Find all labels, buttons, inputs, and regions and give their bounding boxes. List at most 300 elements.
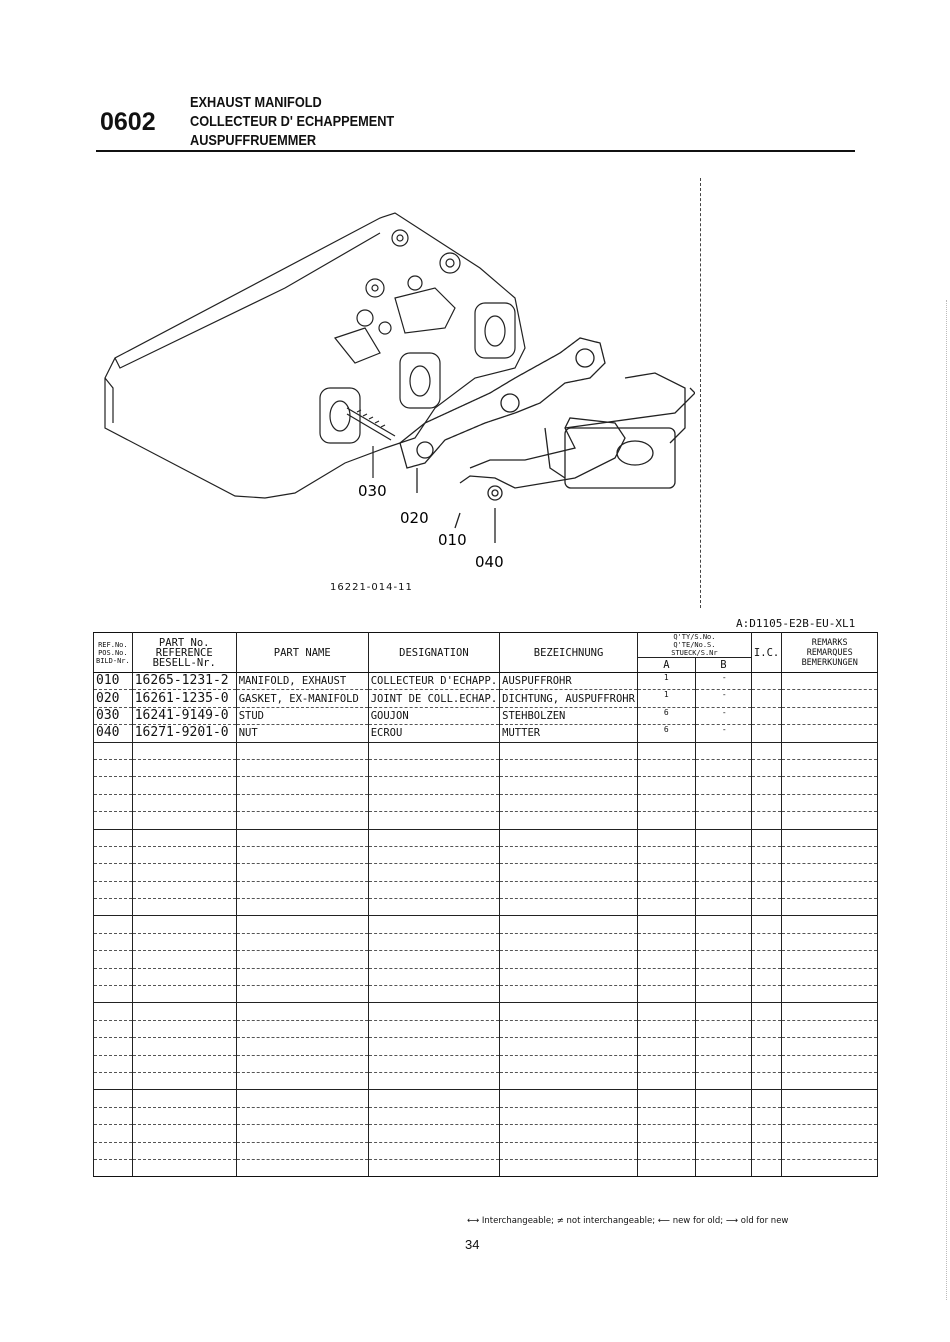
empty-cell	[368, 951, 499, 968]
empty-cell	[132, 881, 236, 898]
empty-cell	[695, 742, 751, 759]
empty-cell	[94, 1038, 133, 1055]
empty-table-row	[94, 1072, 878, 1089]
empty-cell	[751, 1020, 781, 1037]
empty-cell	[94, 1090, 133, 1107]
empty-cell	[368, 1125, 499, 1142]
cell-part-name: GASKET, EX-MANIFOLD	[236, 690, 368, 707]
empty-cell	[782, 881, 878, 898]
header-ref-line: POS.No.	[98, 648, 128, 657]
empty-cell	[94, 846, 133, 863]
empty-cell	[637, 1107, 695, 1124]
empty-cell	[132, 916, 236, 933]
empty-table-row	[94, 1038, 878, 1055]
stud-drawing	[347, 408, 395, 478]
parts-table-body	[94, 673, 878, 1177]
empty-cell	[782, 1003, 878, 1020]
empty-cell	[782, 1055, 878, 1072]
empty-table-row	[94, 794, 878, 811]
header-designation: DESIGNATION	[368, 633, 499, 673]
empty-cell	[94, 1142, 133, 1159]
empty-cell	[695, 794, 751, 811]
empty-cell	[751, 742, 781, 759]
empty-cell	[637, 812, 695, 829]
empty-cell	[94, 864, 133, 881]
empty-cell	[500, 1090, 638, 1107]
empty-cell	[236, 968, 368, 985]
empty-cell	[782, 951, 878, 968]
empty-cell	[94, 933, 133, 950]
empty-cell	[236, 1090, 368, 1107]
empty-cell	[368, 1107, 499, 1124]
empty-cell	[500, 951, 638, 968]
empty-cell	[751, 1107, 781, 1124]
empty-cell	[751, 968, 781, 985]
empty-cell	[368, 829, 499, 846]
empty-cell	[500, 986, 638, 1003]
legend: ⟷ Interchangeable; ≠ not interchangeable; ⟵ new for old; ⟶ old for new	[467, 1216, 789, 1226]
callout-020: 020	[400, 509, 429, 527]
empty-cell	[132, 1072, 236, 1089]
empty-cell	[368, 933, 499, 950]
empty-cell	[782, 1090, 878, 1107]
header-qty-line: Q'TE/No.S.	[673, 641, 716, 649]
empty-cell	[236, 846, 368, 863]
empty-cell	[695, 1055, 751, 1072]
empty-cell	[236, 916, 368, 933]
empty-cell	[236, 1020, 368, 1037]
empty-cell	[751, 1055, 781, 1072]
empty-cell	[751, 759, 781, 776]
empty-cell	[695, 933, 751, 950]
empty-cell	[236, 829, 368, 846]
empty-table-row	[94, 759, 878, 776]
cell-part-name: STUD	[236, 707, 368, 724]
empty-cell	[500, 759, 638, 776]
empty-cell	[751, 899, 781, 916]
title-english: EXHAUST MANIFOLD	[190, 94, 322, 111]
cell-part-no: 16261-1235-0	[132, 690, 236, 707]
empty-cell	[500, 777, 638, 794]
empty-cell	[782, 812, 878, 829]
empty-cell	[637, 899, 695, 916]
cell-remarks	[782, 707, 878, 724]
empty-cell	[751, 916, 781, 933]
empty-cell	[500, 846, 638, 863]
header-remarks-line: BEMERKUNGEN	[801, 657, 858, 668]
empty-cell	[368, 1090, 499, 1107]
empty-cell	[500, 1142, 638, 1159]
empty-cell	[751, 829, 781, 846]
empty-cell	[236, 812, 368, 829]
cell-qty-a: 6	[637, 707, 695, 724]
figure-reference: 16221-014-11	[330, 582, 413, 593]
cell-ref: 030	[94, 707, 133, 724]
empty-cell	[500, 1003, 638, 1020]
cell-part-no: 16241-9149-0	[132, 707, 236, 724]
title-french: COLLECTEUR D' ECHAPPEMENT	[190, 113, 395, 130]
empty-cell	[236, 933, 368, 950]
empty-cell	[94, 951, 133, 968]
empty-cell	[132, 846, 236, 863]
empty-cell	[132, 829, 236, 846]
empty-cell	[500, 1107, 638, 1124]
header-remarks	[782, 633, 878, 673]
empty-cell	[695, 1107, 751, 1124]
empty-cell	[94, 1159, 133, 1176]
empty-cell	[236, 1072, 368, 1089]
empty-cell	[500, 812, 638, 829]
header-qty-line: STUECK/S.Nr	[671, 649, 718, 657]
empty-cell	[94, 1055, 133, 1072]
empty-cell	[236, 759, 368, 776]
empty-cell	[132, 968, 236, 985]
empty-cell	[637, 759, 695, 776]
empty-cell	[368, 846, 499, 863]
callout-040: 040	[475, 553, 504, 571]
cell-ic	[751, 690, 781, 707]
empty-cell	[368, 916, 499, 933]
empty-cell	[132, 759, 236, 776]
empty-cell	[782, 899, 878, 916]
empty-cell	[782, 1072, 878, 1089]
empty-table-row	[94, 864, 878, 881]
empty-cell	[782, 777, 878, 794]
header-part-no-line: REFERENCE	[155, 646, 213, 659]
empty-cell	[695, 812, 751, 829]
empty-cell	[368, 1020, 499, 1037]
empty-cell	[695, 881, 751, 898]
empty-cell	[782, 933, 878, 950]
empty-cell	[236, 864, 368, 881]
empty-table-row	[94, 1125, 878, 1142]
empty-cell	[132, 1038, 236, 1055]
empty-cell	[132, 1090, 236, 1107]
empty-cell	[695, 1159, 751, 1176]
empty-cell	[132, 1003, 236, 1020]
empty-cell	[94, 986, 133, 1003]
empty-table-row	[94, 846, 878, 863]
title-german: AUSPUFFRUEMMER	[190, 132, 317, 149]
empty-cell	[132, 864, 236, 881]
empty-cell	[500, 1159, 638, 1176]
empty-cell	[236, 1107, 368, 1124]
empty-cell	[236, 1142, 368, 1159]
empty-cell	[368, 794, 499, 811]
empty-cell	[695, 1072, 751, 1089]
empty-cell	[94, 1003, 133, 1020]
empty-cell	[132, 951, 236, 968]
empty-table-row	[94, 1003, 878, 1020]
empty-cell	[500, 1055, 638, 1072]
exhaust-manifold-illustration	[95, 178, 695, 578]
empty-cell	[751, 864, 781, 881]
empty-table-row	[94, 812, 878, 829]
cell-bezeichnung: MUTTER	[500, 725, 638, 742]
empty-cell	[500, 864, 638, 881]
cell-designation: COLLECTEUR D'ECHAPP.	[368, 673, 499, 690]
empty-table-row	[94, 951, 878, 968]
empty-cell	[782, 742, 878, 759]
empty-cell	[782, 864, 878, 881]
cell-qty-b: -	[695, 673, 751, 690]
scan-edge-line	[946, 300, 947, 1300]
empty-table-row	[94, 1107, 878, 1124]
empty-cell	[500, 794, 638, 811]
empty-cell	[751, 951, 781, 968]
callout-030: 030	[358, 482, 387, 500]
header-qty-a: A	[637, 658, 695, 673]
empty-cell	[637, 986, 695, 1003]
empty-table-row	[94, 933, 878, 950]
empty-cell	[751, 933, 781, 950]
empty-cell	[132, 1142, 236, 1159]
empty-cell	[236, 1125, 368, 1142]
empty-cell	[132, 1107, 236, 1124]
empty-cell	[500, 881, 638, 898]
gasket-drawing	[400, 338, 605, 493]
empty-cell	[782, 1038, 878, 1055]
empty-cell	[637, 1055, 695, 1072]
empty-table-row	[94, 986, 878, 1003]
empty-cell	[751, 986, 781, 1003]
empty-cell	[236, 1055, 368, 1072]
empty-cell	[500, 968, 638, 985]
empty-cell	[695, 1090, 751, 1107]
cell-qty-b: -	[695, 690, 751, 707]
empty-cell	[132, 742, 236, 759]
empty-cell	[368, 812, 499, 829]
header-ref-line: REF.No.	[98, 640, 128, 649]
empty-cell	[637, 916, 695, 933]
empty-cell	[695, 777, 751, 794]
manifold-drawing	[455, 373, 695, 543]
empty-cell	[782, 1020, 878, 1037]
empty-cell	[637, 1159, 695, 1176]
empty-cell	[637, 846, 695, 863]
cell-qty-a: 1	[637, 690, 695, 707]
header-qty-b: B	[695, 658, 751, 673]
empty-cell	[751, 812, 781, 829]
empty-cell	[751, 794, 781, 811]
empty-table-row	[94, 1055, 878, 1072]
empty-cell	[500, 1038, 638, 1055]
empty-cell	[94, 881, 133, 898]
empty-cell	[236, 951, 368, 968]
cell-bezeichnung: AUSPUFFROHR	[500, 673, 638, 690]
parts-table	[93, 632, 878, 1177]
empty-cell	[782, 986, 878, 1003]
empty-cell	[236, 742, 368, 759]
empty-cell	[368, 986, 499, 1003]
cell-ref: 020	[94, 690, 133, 707]
empty-cell	[637, 933, 695, 950]
empty-cell	[94, 1125, 133, 1142]
empty-cell	[751, 1142, 781, 1159]
empty-cell	[368, 1142, 499, 1159]
empty-cell	[637, 777, 695, 794]
empty-cell	[368, 759, 499, 776]
empty-table-row	[94, 1159, 878, 1176]
empty-cell	[94, 794, 133, 811]
empty-table-row	[94, 968, 878, 985]
empty-cell	[132, 1159, 236, 1176]
header-part-no	[132, 633, 236, 673]
empty-cell	[782, 916, 878, 933]
empty-cell	[94, 829, 133, 846]
empty-cell	[637, 742, 695, 759]
cell-part-no: 16271-9201-0	[132, 725, 236, 742]
empty-table-row	[94, 829, 878, 846]
cell-ic	[751, 707, 781, 724]
empty-cell	[500, 829, 638, 846]
empty-cell	[695, 899, 751, 916]
empty-cell	[637, 794, 695, 811]
empty-cell	[637, 1020, 695, 1037]
cell-qty-b: -	[695, 725, 751, 742]
empty-cell	[94, 1107, 133, 1124]
empty-cell	[94, 899, 133, 916]
cell-designation: ECROU	[368, 725, 499, 742]
empty-cell	[236, 899, 368, 916]
cell-ic	[751, 725, 781, 742]
empty-cell	[751, 1159, 781, 1176]
empty-table-row	[94, 881, 878, 898]
empty-cell	[132, 777, 236, 794]
empty-cell	[94, 1020, 133, 1037]
empty-cell	[132, 812, 236, 829]
cell-remarks	[782, 690, 878, 707]
header-part-no-line: BESELL-Nr.	[152, 656, 216, 669]
engine-block-drawing	[105, 213, 525, 498]
empty-cell	[637, 864, 695, 881]
empty-cell	[132, 933, 236, 950]
empty-cell	[695, 968, 751, 985]
empty-cell	[368, 1072, 499, 1089]
empty-cell	[695, 1038, 751, 1055]
empty-cell	[637, 1038, 695, 1055]
section-code: 0602	[100, 108, 156, 136]
empty-cell	[782, 759, 878, 776]
empty-cell	[695, 829, 751, 846]
empty-table-row	[94, 916, 878, 933]
empty-cell	[695, 864, 751, 881]
cell-remarks	[782, 673, 878, 690]
empty-cell	[782, 1125, 878, 1142]
empty-cell	[637, 881, 695, 898]
cell-ref: 010	[94, 673, 133, 690]
table-header-row	[94, 633, 878, 658]
cell-ic	[751, 673, 781, 690]
empty-cell	[236, 986, 368, 1003]
empty-cell	[94, 968, 133, 985]
empty-cell	[236, 1003, 368, 1020]
empty-cell	[500, 933, 638, 950]
cell-part-name: NUT	[236, 725, 368, 742]
cell-ref: 040	[94, 725, 133, 742]
header-bezeichnung: BEZEICHNUNG	[500, 633, 638, 673]
empty-cell	[695, 846, 751, 863]
header-qty-line: Q'TY/S.No.	[673, 633, 716, 641]
empty-cell	[637, 829, 695, 846]
empty-cell	[637, 968, 695, 985]
cell-qty-a: 1	[637, 673, 695, 690]
empty-cell	[637, 951, 695, 968]
illustration-divider	[700, 178, 701, 608]
empty-cell	[695, 916, 751, 933]
empty-cell	[368, 777, 499, 794]
empty-cell	[94, 812, 133, 829]
empty-cell	[637, 1003, 695, 1020]
empty-cell	[132, 1020, 236, 1037]
empty-cell	[368, 1055, 499, 1072]
empty-table-row	[94, 899, 878, 916]
cell-bezeichnung: DICHTUNG, AUSPUFFROHR	[500, 690, 638, 707]
header-qty	[637, 633, 751, 658]
table-row	[94, 673, 878, 690]
empty-cell	[236, 1038, 368, 1055]
empty-cell	[132, 794, 236, 811]
empty-cell	[751, 1090, 781, 1107]
empty-cell	[94, 777, 133, 794]
cell-part-no: 16265-1231-2	[132, 673, 236, 690]
empty-cell	[368, 899, 499, 916]
header-remarks-line: REMARKS	[811, 637, 848, 648]
empty-cell	[637, 1072, 695, 1089]
empty-cell	[695, 1142, 751, 1159]
cell-remarks	[782, 725, 878, 742]
empty-cell	[368, 881, 499, 898]
empty-cell	[94, 759, 133, 776]
cell-qty-a: 6	[637, 725, 695, 742]
empty-cell	[695, 986, 751, 1003]
empty-cell	[751, 881, 781, 898]
cell-part-name: MANIFOLD, EXHAUST	[236, 673, 368, 690]
empty-cell	[236, 881, 368, 898]
empty-cell	[695, 951, 751, 968]
empty-cell	[368, 1003, 499, 1020]
empty-table-row	[94, 1020, 878, 1037]
empty-cell	[751, 777, 781, 794]
cell-bezeichnung: STEHBOLZEN	[500, 707, 638, 724]
empty-cell	[782, 1159, 878, 1176]
empty-cell	[782, 1142, 878, 1159]
empty-cell	[368, 864, 499, 881]
empty-cell	[751, 1072, 781, 1089]
header-rule	[96, 150, 855, 152]
table-row	[94, 707, 878, 724]
empty-cell	[751, 1003, 781, 1020]
empty-cell	[751, 1125, 781, 1142]
empty-cell	[368, 742, 499, 759]
header-part-no-line: PART No.	[158, 636, 210, 649]
empty-cell	[94, 916, 133, 933]
empty-cell	[368, 1038, 499, 1055]
empty-cell	[695, 759, 751, 776]
empty-cell	[782, 846, 878, 863]
empty-cell	[236, 777, 368, 794]
header-part-name: PART NAME	[236, 633, 368, 673]
empty-cell	[500, 916, 638, 933]
empty-cell	[695, 1125, 751, 1142]
empty-cell	[132, 1055, 236, 1072]
empty-cell	[236, 1159, 368, 1176]
empty-cell	[751, 1038, 781, 1055]
empty-cell	[132, 899, 236, 916]
empty-cell	[368, 968, 499, 985]
header-ref	[94, 633, 133, 673]
empty-cell	[500, 899, 638, 916]
